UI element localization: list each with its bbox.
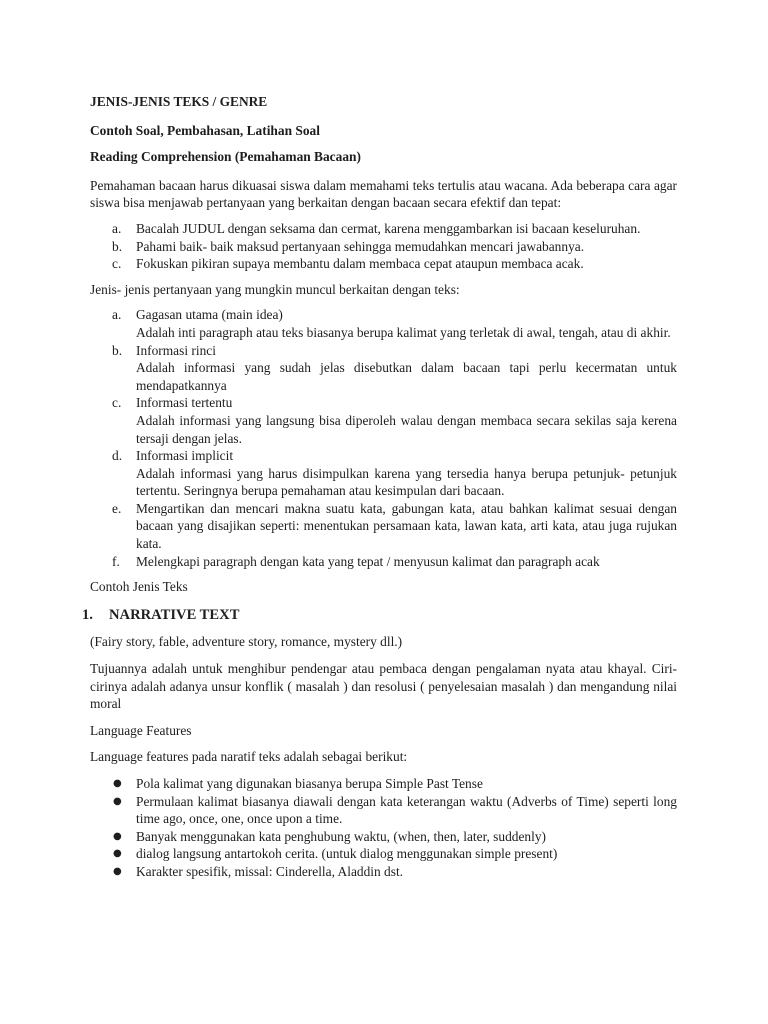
list-item-desc: Adalah inti paragraph atau teks biasanya berupa kalimat yang terletak di awal, tengah, atau di akhir. — [136, 324, 671, 340]
list-item — [90, 447, 677, 500]
document-title: JENIS-JENIS TEKS / GENRE — [90, 94, 268, 109]
narrative-heading — [82, 607, 677, 625]
list-item — [90, 553, 677, 571]
list-marker: b. — [112, 238, 123, 254]
list-marker: c. — [112, 256, 122, 272]
narrative-purpose: Tujuannya adalah untuk menghibur pendengar atau pembaca dengan pengalaman nyata atau khayal. Ciri-cirinya adalah adanya unsur konflik ( masalah ) dan resolusi ( penyelesaian masalah ) dan mengandung nilai moral — [90, 661, 677, 712]
list-item-text: Bacalah JUDUL dengan seksama dan cermat, karena menggambarkan isi bacaan keseluruhan. — [136, 220, 641, 236]
list-item — [90, 845, 677, 863]
bullet-icon: ● — [113, 830, 122, 842]
list-item-text: Pahami baik- baik maksud pertanyaan sehingga memudahkan mencari jawabannya. — [136, 238, 585, 254]
list-item — [90, 828, 677, 846]
features-list — [90, 775, 677, 881]
list-item-desc: Adalah informasi yang langsung bisa diperoleh walau dengan membaca secara sekilas saja kerena tersaji dengan jelas. — [136, 412, 677, 446]
bullet-icon: ● — [113, 848, 122, 860]
list-item-desc: Adalah informasi yang sudah jelas disebutkan dalam bacaan tapi perlu kecermatan untuk mendapatkannya — [136, 360, 677, 393]
bullet-icon: ● — [113, 795, 122, 807]
list-item-text: Karakter spesifik, missal: Cinderella, Aladdin dst. — [136, 863, 404, 879]
list-marker: c. — [112, 395, 122, 411]
list-item-text: dialog langsung antartokoh cerita. (untuk dialog menggunakan simple present) — [136, 846, 558, 862]
list-item — [90, 863, 677, 881]
document-content — [82, 93, 677, 881]
list-item — [90, 500, 677, 553]
features-intro: Language features pada naratif teks adalah sebagai berikut: — [90, 749, 408, 765]
list-item-title: Informasi rinci — [136, 342, 216, 358]
list-item-text: Permulaan kalimat biasanya diawali dengan kata keterangan waktu (Adverbs of Time) seperti long time ago, once, one, once upon a time. — [136, 793, 677, 827]
tips-list — [90, 220, 677, 273]
heading-text: NARRATIVE TEXT — [109, 606, 240, 623]
list-marker: a. — [112, 307, 122, 323]
section-title: Reading Comprehension (Pemahaman Bacaan) — [90, 149, 361, 165]
list-item — [90, 342, 677, 395]
list-item-title: Melengkapi paragraph dengan kata yang tepat / menyusun kalimat dan paragraph acak — [136, 553, 600, 569]
list-item — [90, 220, 677, 238]
list-marker: a. — [112, 220, 122, 236]
list-item-desc: Adalah informasi yang harus disimpulkan karena yang tersedia hanya berupa petunjuk- petunjuk tertentu. Seringnya berupa pemahaman atau kesimpulan dari bacaan. — [136, 465, 677, 499]
list-item-title: Informasi tertentu — [136, 395, 233, 411]
list-marker: f. — [112, 553, 120, 569]
list-item-text: Banyak menggunakan kata penghubung waktu, (when, then, later, suddenly) — [136, 828, 546, 844]
features-label: Language Features — [90, 722, 192, 738]
list-item-text: Fokuskan pikiran supaya membantu dalam membaca cepat ataupun membaca acak. — [136, 256, 584, 272]
list-marker: d. — [112, 448, 123, 464]
heading-number: 1. — [82, 606, 93, 623]
examples-label: Contoh Jenis Teks — [90, 579, 188, 595]
list-marker: b. — [112, 342, 123, 358]
question-intro: Jenis- jenis pertanyaan yang mungkin muncul berkaitan dengan teks: — [90, 281, 460, 297]
list-item-text: Pola kalimat yang digunakan biasanya berupa Simple Past Tense — [136, 776, 483, 791]
bullet-icon: ● — [113, 778, 122, 789]
list-item-title: Mengartikan dan mencari makna suatu kata, gabungan kata, atau bahkan kalimat sesuai dengan bacaan yang disajikan seperti: menentukan persamaan kata, lawan kata, arti kata, atau juga rujukan kata. — [136, 500, 677, 552]
list-marker: e. — [112, 500, 122, 516]
list-item — [90, 793, 677, 828]
intro-paragraph: Pemahaman bacaan harus dikuasai siswa dalam memahami teks tertulis atau wacana. Ada beberapa cara agar siswa bisa menjawab pertanyaan yang berkaitan dengan bacaan secara efektif dan tepat: — [90, 177, 677, 211]
list-item — [90, 255, 677, 273]
list-item — [90, 306, 677, 341]
list-item-title: Gagasan utama (main idea) — [136, 307, 283, 323]
list-item — [90, 238, 677, 256]
bullet-icon: ● — [113, 865, 122, 877]
list-item — [90, 775, 677, 793]
list-item-title: Informasi implicit — [136, 448, 234, 464]
question-types-list — [90, 306, 677, 570]
list-item — [90, 394, 677, 447]
document-subtitle: Contoh Soal, Pembahasan, Latihan Soal — [90, 122, 320, 138]
narrative-types: (Fairy story, fable, adventure story, romance, mystery dll.) — [90, 634, 403, 650]
